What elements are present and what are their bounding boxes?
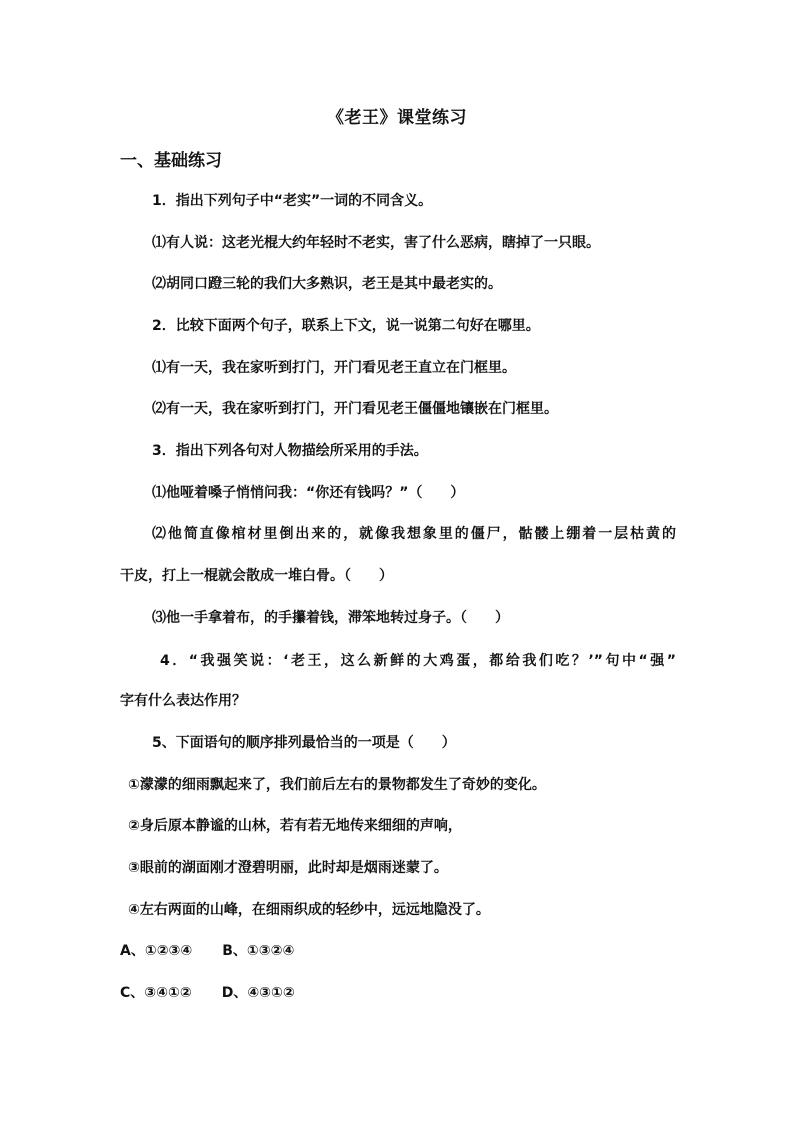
question-3-sentence-1: ⑴他哑着嗓子悄悄问我：“你还有钱吗？”（ ） <box>152 485 465 501</box>
section-heading-basic: 一、基础练习 <box>120 151 222 171</box>
choice-a: A、①②③④ <box>120 943 193 959</box>
question-5-choices-row-1 <box>120 939 294 963</box>
question-3-sentence-3: ⑶他一手拿着布，的手攥着钱，滞笨地转过身子。（ ） <box>152 610 509 626</box>
question-5-sentence-2: ②身后原本静谧的山林，若有若无地传来细细的声响， <box>128 818 462 834</box>
question-1-stem: 1．指出下列句子中“老实”一词的不同含义。 <box>152 193 433 209</box>
question-5-sentence-4: ④左右两面的山峰，在细雨织成的轻纱中，远远地隐没了。 <box>128 902 490 918</box>
question-4-line-1: 4．“我强笑说：‘老王，这么新鲜的大鸡蛋，都给我们吃？’”句中“强” <box>160 653 676 669</box>
page-title: 《老王》课堂练习 <box>327 108 467 128</box>
question-5-sentence-3: ③眼前的湖面刚才澄碧明丽，此时却是烟雨迷蒙了。 <box>128 860 448 876</box>
choice-b: B、①③②④ <box>222 943 295 959</box>
question-3-stem: 3．指出下列各句对人物描绘所采用的手法。 <box>152 443 428 459</box>
question-1-sentence-2: ⑵胡同口蹬三轮的我们大多熟识，老王是其中最老实的。 <box>152 276 502 292</box>
question-5-sentence-1: ①濛濛的细雨飘起来了，我们前后左右的景物都发生了奇妙的变化。 <box>128 777 546 793</box>
question-3-sentence-2-line-1: ⑵他简直像棺材里倒出来的，就像我想象里的僵尸，骷髅上绷着一层枯黄的 <box>152 526 676 542</box>
question-4-line-2: 字有什么表达作用？ <box>120 693 246 709</box>
question-3-sentence-2-line-2: 干皮，打上一棍就会散成一堆白骨。（ ） <box>120 568 393 584</box>
question-5-stem: 5、下面语句的顺序排列最恰当的一项是（ ） <box>152 735 456 751</box>
question-5-choices-row-2 <box>120 981 295 1005</box>
question-2-stem: 2．比较下面两个句子，联系上下文，说一说第二句好在哪里。 <box>152 318 540 334</box>
choice-d: D、④③①② <box>221 985 295 1001</box>
question-1-sentence-1: ⑴有人说：这老光棍大约年轻时不老实，害了什么恶病，瞎掉了一只眼。 <box>152 235 600 251</box>
question-2-sentence-2: ⑵有一天，我在家听到打门，开门看见老王僵僵地镶嵌在门框里。 <box>152 401 558 417</box>
choice-c: C、③④①② <box>120 985 192 1001</box>
question-2-sentence-1: ⑴有一天，我在家听到打门，开门看见老王直立在门框里。 <box>152 360 516 376</box>
